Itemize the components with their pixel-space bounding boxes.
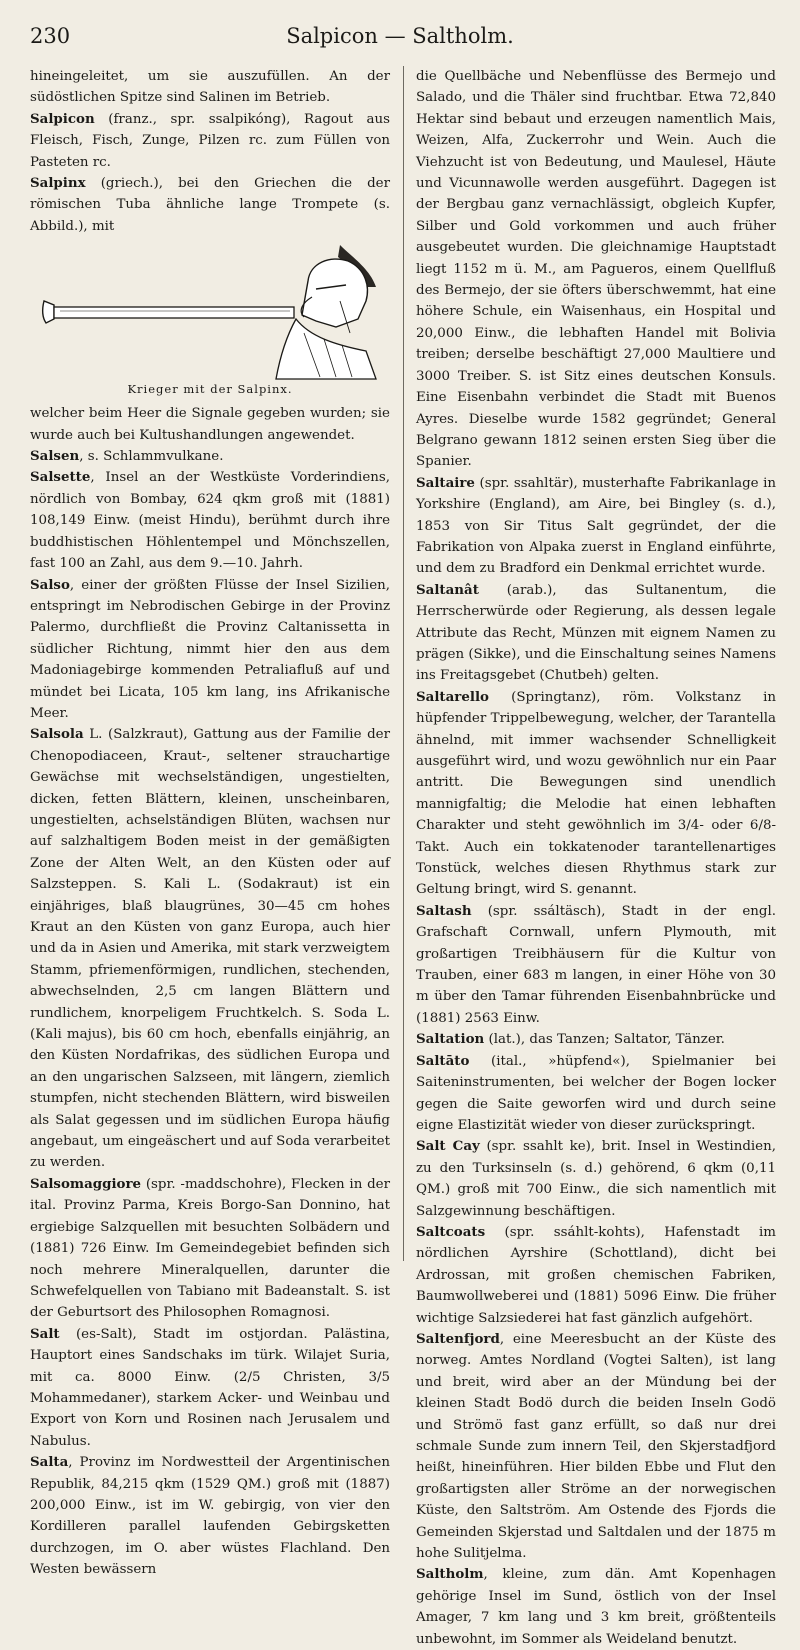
entry-text: welcher beim Heer die Signale gegeben wurden; sie wurde auch bei Kultushandlungen angewendet. — [30, 406, 390, 443]
page-title: Salpicon — Saltholm. — [286, 24, 514, 48]
entry-headword: Salpinx — [30, 175, 86, 192]
page-body — [30, 66, 778, 1647]
entry-headword: Salso — [30, 576, 70, 593]
entry-headword: Saltāto — [416, 1052, 470, 1069]
right-column — [416, 66, 776, 1647]
dictionary-entry — [30, 1452, 390, 1580]
entry-text: (ital., »hüpfend«), Spielmanier bei Saiteninstrumenten, bei welcher der Bogen locker gegen die Saite geworfen wird und durch seine eigne Elastizität wieder von dieser zurückspringt. — [416, 1053, 776, 1133]
dictionary-entry — [416, 580, 776, 687]
entry-headword: Saltholm — [416, 1566, 484, 1583]
dictionary-entry — [416, 1136, 776, 1222]
dictionary-entry — [416, 1329, 776, 1564]
entry-text: , einer der größten Flüsse der Insel Sizilien, entspringt im Nebrodischen Gebirge in der Provinz Palermo, durchfließt die Provinz Caltanissetta in südlicher Richtung, nimmt hier den aus dem Madoniagebirge kommenden Petraliafluß auf und mündet bei Licata, 105 km lang, ins Afrikanische Meer. — [30, 577, 390, 721]
entry-headword: Salsen — [30, 448, 80, 465]
entry-text: , Provinz im Nordwestteil der Argentinischen Republik, 84,215 qkm (1529 QM.) groß mit (1887) 200,000 Einw., ist im W. gebirgig, von vier den Kordilleren parallel laufenden Gebirgsketten durchzogen, im O. aber wüstes Flachland. Den Westen bewässern — [30, 1455, 390, 1578]
dictionary-entry — [30, 1174, 390, 1324]
entry-headword: Salta — [30, 1454, 69, 1471]
dictionary-entry — [416, 1029, 776, 1050]
entry-text: (spr. ssahlt ke), brit. Insel in Westindien, zu den Turksinseln (s. d.) gehörend, 6 qkm (0,11 QM.) groß mit 700 Einw., die sich namentlich mit Salzgewinnung beschäftigen. — [416, 1139, 776, 1219]
right-entries — [416, 66, 776, 1650]
entry-text: , s. Schlammvulkane. — [79, 449, 224, 465]
entry-headword: Saltanât — [416, 581, 479, 598]
entry-text: hineingeleitet, um sie auszufüllen. An der südöstlichen Spitze sind Salinen im Betrieb. — [30, 69, 390, 106]
page-number: 230 — [30, 24, 71, 48]
entry-text: (Springtanz), röm. Volkstanz in hüpfender Trippelbewegung, welcher, der Tarantella ähnelnd, mit immer wachsender Schnelligkeit ausgeführt wird, und wozu gewöhnlich nur ein Paar antritt. Die Bewegungen sind unendlich mannigfaltig; die Melodie hat einen lebhaften Charakter und steht gewöhnlich im 3/4- oder 6/8-Takt. Auch ein tokkatenoder tarantellenartiges Tonstück, welches diesen Rhythmus stark zur Geltung bringt, wird S. genannt. — [416, 689, 776, 898]
entry-text: (spr. ssáltäsch), Stadt in der engl. Grafschaft Cornwall, unfern Plymouth, mit großartigen Treibhäusern für die Kultur von Trauben, einer 683 m langen, in einer Höhe von 30 m über den Tamar führenden Eisenbahnbrücke und (1881) 2563 Einw. — [416, 903, 776, 1026]
entry-headword: Saltation — [416, 1031, 485, 1048]
entry-headword: Saltenfjord — [416, 1330, 500, 1347]
entry-text: (spr. ssahltär), musterhafte Fabrikanlage in Yorkshire (England), am Aire, bei Bingley (s. d.), 1853 von Sir Titus Salt gegründet, der die Fabrikation von Alpaka zuerst in England einführte, und dem zu Bradford ein Denkmal errichtet wurde. — [416, 475, 776, 577]
dictionary-entry — [30, 467, 390, 574]
entry-headword: Salt Cay — [416, 1138, 480, 1155]
entry-text: L. (Salzkraut), Gattung aus der Familie der Chenopodiaceen, Kraut-, seltener strauchartige Gewächse mit wechselständigen, ungestielten, dicken, fetten Blättern, kleinen, unscheinbaren, ungestielten, achselständigen Blüten, wachsen nur auf salzhaltigem Boden meist in der gemäßigten Zone der Alten Welt, an den Küsten oder auf Salzsteppen. S. Kali L. (Sodakraut) ist ein einjähriges, blaß blaugrünes, 30—45 cm hohes Kraut an den Küsten von ganz Europa, auch hier und da in Asien und Amerika, mit stark verzweigtem Stamm, pfriemenförmigen, rundlichen, stechenden, abwechselnden, 2,5 cm langen Blättern und rundlichem, knorpeligem Fruchtkelch. S. Soda L. (Kali majus), bis 60 cm hoch, ebenfalls einjährig, an den Küsten Nordafrikas, des südlichen Europa und an den ungarischen Salzseen, mit längern, ziemlich stumpfen, nicht stechenden Blättern, wird bisweilen als Salat gegessen und im südlichen Europa häufig angebaut, um eingeäschert und auf Soda verarbeitet zu werden. — [30, 727, 390, 1171]
dictionary-entry — [30, 109, 390, 173]
dictionary-entry — [416, 901, 776, 1029]
dictionary-entry — [416, 687, 776, 901]
dictionary-entry — [30, 403, 390, 446]
entry-text: (es-Salt), Stadt im ostjordan. Palästina, Hauptort eines Sandschaks im türk. Wilajet Suria, mit ca. 8000 Einw. (2/5 Christen, 3/5 Mohammedaner), starkem Acker- und Weinbau und Export von Korn und Rosinen nach Jerusalem und Nabulus. — [30, 1326, 390, 1449]
entry-text: , kleine, zum dän. Amt Kopenhagen gehörige Insel im Sund, östlich von der Insel Amager, 7 km lang und 3 km breit, größtenteils unbewohnt, im Sommer als Weideland benutzt. — [416, 1567, 776, 1647]
dictionary-entry — [30, 66, 390, 109]
dictionary-entry — [416, 1564, 776, 1650]
entry-headword: Saltcoats — [416, 1223, 486, 1240]
left-entries-bottom — [30, 403, 390, 1580]
entry-headword: Saltarello — [416, 688, 489, 705]
entry-text: (spr. -maddschohre), Flecken in der ital. Provinz Parma, Kreis Borgo-San Donnino, hat ergiebige Salzquellen mit besuchten Solbädern und (1881) 726 Einw. Im Gemeindegebiet befinden sich noch mehrere Mineralquellen, darunter die Schwefelquellen von Tabiano mit Badeanstalt. S. ist der Geburtsort des Philosophen Romagnosi. — [30, 1176, 390, 1321]
entry-headword: Salsola — [30, 726, 84, 743]
entry-text: , Insel an der Westküste Vorderindiens, nördlich von Bombay, 624 qkm groß mit (1881) 108,149 Einw. (meist Hindu), berühmt durch ihre buddhistischen Höhlentempel und Mönchszellen, fast 100 an Zahl, aus dem 9.—10. Jahrh. — [30, 470, 390, 572]
entry-text: (franz., spr. ssalpikóng), Ragout aus Fleisch, Fisch, Zunge, Pilzen rc. zum Füllen von Pasteten rc. — [30, 111, 390, 170]
dictionary-entry — [30, 446, 390, 467]
salpinx-figure — [30, 241, 390, 397]
entry-text: (arab.), das Sultanentum, die Herrscherwürde oder Regierung, als dessen legale Attribute das Recht, Münzen mit eignem Namen zu prägen (Sikke), und die Einschaltung seines Namens ins Freitagsgebet (Chutbeh) gelten. — [416, 582, 776, 684]
entry-headword: Salpicon — [30, 110, 95, 127]
entry-text: (spr. ssáhlt-kohts), Hafenstadt im nördlichen Ayrshire (Schottland), dicht bei Ardrossan, mit großen chemischen Fabriken, Baumwollweberei und (1881) 5096 Einw. Die früher wichtige Salzsiederei hat fast gänzlich aufgehört. — [416, 1224, 776, 1326]
entry-headword: Salsette — [30, 469, 91, 486]
dictionary-entry — [30, 173, 390, 237]
dictionary-entry — [30, 575, 390, 725]
dictionary-entry — [30, 724, 390, 1174]
left-entries-top — [30, 66, 390, 237]
entry-text: die Quellbäche und Nebenflüsse des Bermejo und Salado, und die Thäler sind fruchtbar. Etwa 72,840 Hektar sind bebaut und erzeugen namentlich Mais, Weizen, Alfa, Zuckerrohr und Wein. Auch die Viehzucht ist von Bedeutung, und Maulesel, Häute und Vicunnawolle werden ausgeführt. Dagegen ist der Bergbau ganz vernachlässigt, obgleich Kupfer, Silber und Gold vorkommen und auch früher ausgebeutet wurden. Die gleichnamige Hauptstadt liegt 1152 m ü. M., am Pagueros, einem Quellfluß des Bermejo, der sie öfters überschwemmt, hat eine höhere Schule, ein Waisenhaus, ein Hospital und 20,000 Einw., die lebhaften Handel mit Bolivia treiben; derselbe beschäftigt 27,000 Maultiere und 3000 Treiber. S. ist Sitz eines deutschen Konsuls. Eine Eisenbahn verbindet die Stadt mit Buenos Ayres. Dieselbe wurde 1582 gegründet; General Belgrano gewann 1812 seinen ersten Sieg über die Spanier. — [416, 69, 776, 470]
column-divider — [403, 66, 404, 1261]
entry-headword: Salt — [30, 1325, 60, 1342]
warrior-trumpet-illustration — [40, 241, 380, 379]
left-column — [30, 66, 390, 1578]
dictionary-entry — [416, 1222, 776, 1329]
entry-headword: Saltaire — [416, 474, 475, 491]
entry-headword: Saltash — [416, 902, 472, 919]
entry-text: , eine Meeresbucht an der Küste des norweg. Amtes Nordland (Vogtei Salten), ist lang und breit, wird aber an der Mündung bei der kleinen Stadt Bodö durch die beiden Inseln Godö und Strömö fast ganz erfüllt, so daß nur drei schmale Sunde zum innern Teil, den Skjerstadfjord heißt, hineinführen. Hier bilden Ebbe und Flut den großartigsten aller Ströme an der norwegischen Küste, den Saltström. Am Ostende des Fjords die Gemeinden Skjerstad und Saltdalen und der 1875 m hohe Sulitjelma. — [416, 1331, 776, 1562]
dictionary-entry — [416, 66, 776, 473]
entry-text: (lat.), das Tanzen; Saltator, Tänzer. — [484, 1032, 725, 1048]
dictionary-entry — [416, 1051, 776, 1137]
dictionary-entry — [30, 1324, 390, 1452]
entry-text: (griech.), bei den Griechen die der römischen Tuba ähnliche lange Trompete (s. Abbild.), mit — [30, 176, 390, 234]
figure-caption: Krieger mit der Salpinx. — [127, 382, 293, 397]
dictionary-entry — [416, 473, 776, 580]
page-header — [0, 0, 800, 62]
entry-headword: Salsomaggiore — [30, 1175, 142, 1192]
